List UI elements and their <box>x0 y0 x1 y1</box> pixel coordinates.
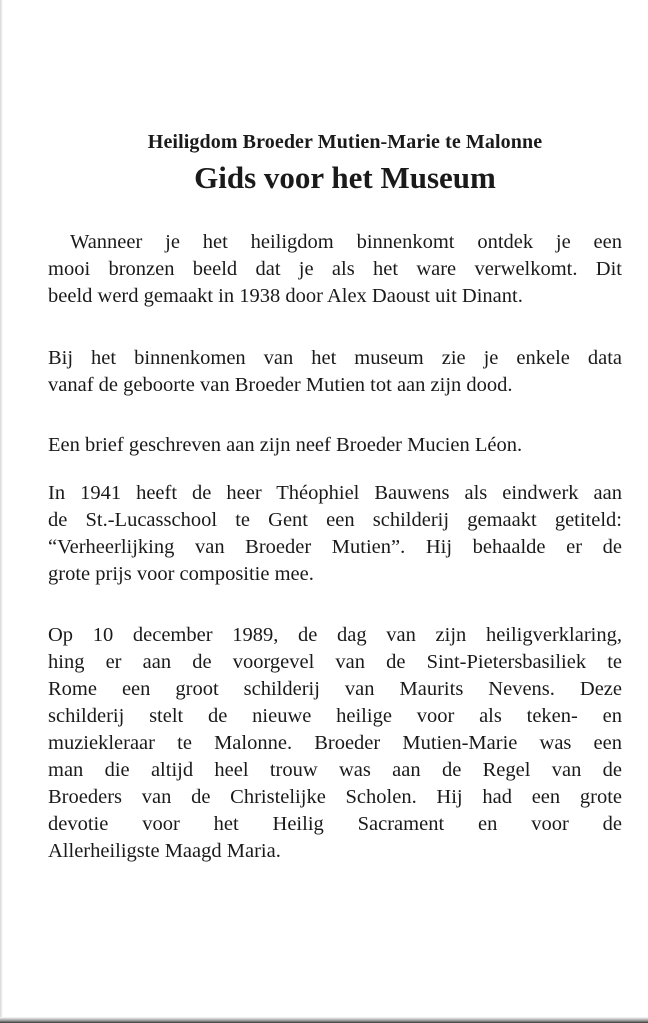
document-title: Gids voor het Museum <box>194 160 496 195</box>
text-line: mooi bronzen beeld dat je als het ware verwelkomt. Dit <box>48 258 622 280</box>
text-line: In 1941 heeft de heer Théophiel Bauwens als eindwerk aan <box>48 482 622 504</box>
text-line: Wanneer je het heiligdom binnenkomt ontdek je een <box>70 231 622 253</box>
text-line: “Verheerlijking van Broeder Mutien”. Hij behaalde er de <box>48 536 622 558</box>
text-line: Rome een groot schilderij van Maurits Nevens. Deze <box>48 678 622 700</box>
text-line: de St.-Lucasschool te Gent een schilderij gemaakt getiteld: <box>48 509 622 531</box>
paragraph-painting-1941 <box>48 480 622 588</box>
text-line: Broeders van de Christelijke Scholen. Hij had een grote <box>48 786 622 808</box>
text-line: vanaf de geboorte van Broeder Mutien tot aan zijn dood. <box>48 374 513 396</box>
document-subtitle: Heiligdom Broeder Mutien-Marie te Malonne <box>147 131 543 153</box>
text-line: grote prijs voor compositie mee. <box>48 563 314 585</box>
paragraph-entrance-statue <box>48 229 622 310</box>
paragraph-museum-dates <box>48 345 622 399</box>
text-line: schilderij stelt de nieuwe heilige voor als teken- en <box>48 705 622 727</box>
text-line: man die altijd heel trouw was aan de Regel van de <box>48 759 622 781</box>
text-line: Op 10 december 1989, de dag van zijn heiligverklaring, <box>48 624 622 646</box>
text-line: muziekleraar te Malonne. Broeder Mutien-Marie was een <box>48 732 622 754</box>
paragraph-canonization <box>48 622 622 865</box>
text-line: Een brief geschreven aan zijn neef Broeder Mucien Léon. <box>48 434 523 456</box>
text-line: devotie voor het Heilig Sacrament en voor de <box>48 813 622 835</box>
text-line: Bij het binnenkomen van het museum zie je enkele data <box>48 347 622 369</box>
text-line: hing er aan de voorgevel van de Sint-Pietersbasiliek te <box>48 651 622 673</box>
paragraph-letter <box>48 432 622 459</box>
scan-edge-bottom <box>0 1017 648 1023</box>
text-line: Allerheiligste Maagd Maria. <box>48 840 281 862</box>
text-line: beeld werd gemaakt in 1938 door Alex Daoust uit Dinant. <box>48 285 523 307</box>
